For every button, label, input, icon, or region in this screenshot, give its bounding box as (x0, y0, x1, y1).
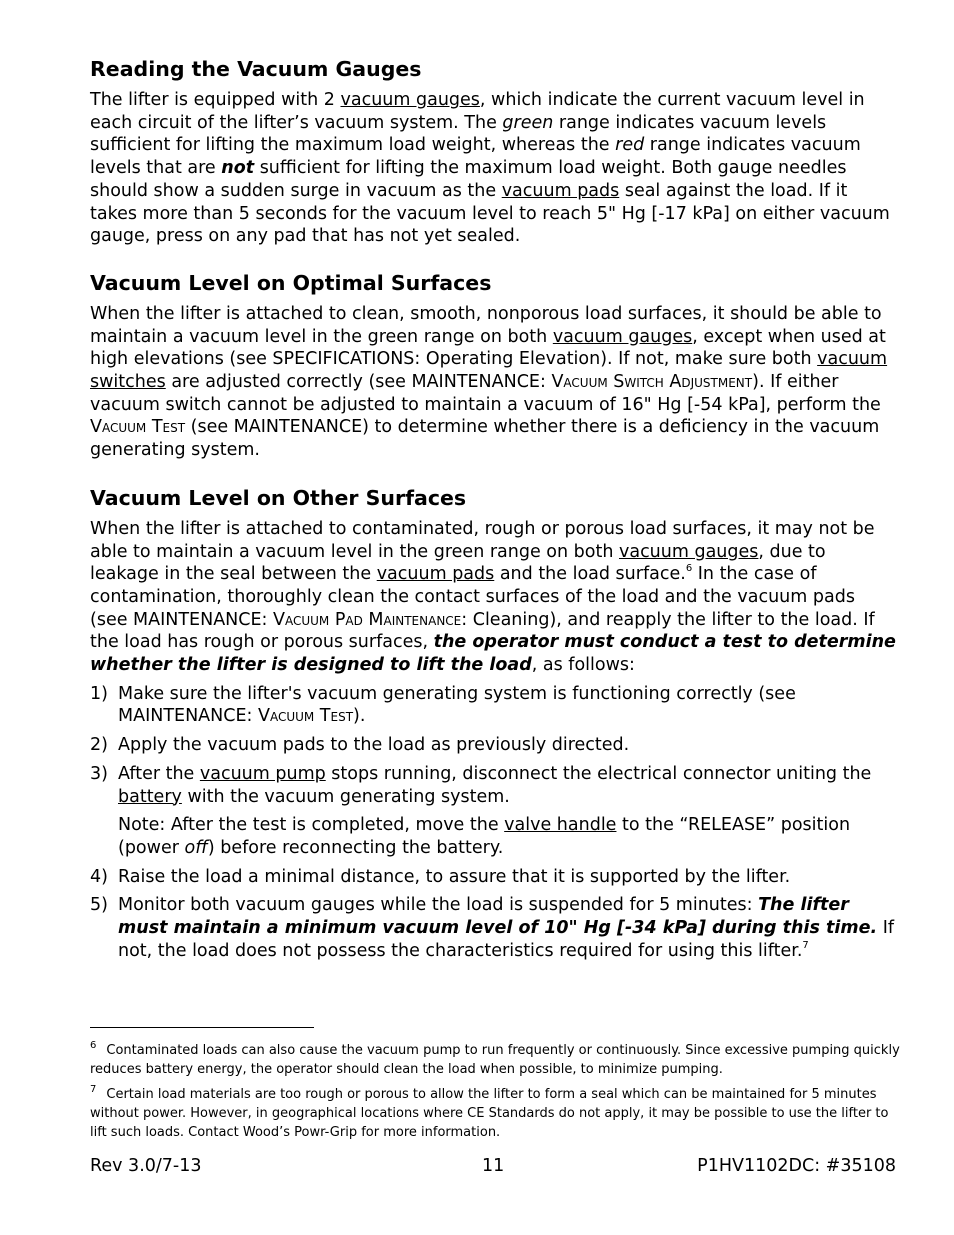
green-term: green (502, 112, 554, 133)
text-run: to the “RELEASE” position (power (118, 815, 851, 858)
revision-label: Rev 3.0/7-13 (90, 1156, 202, 1176)
text-run: ). If either vacuum switch cannot be adjusted to maintain a vacuum of 16" Hg [-54 kPa], perform the (90, 372, 881, 415)
vacuum-gauges-link[interactable]: vacuum gauges (340, 90, 480, 110)
text-run: , due to leakage in the seal between the (90, 541, 826, 585)
text-run: , as follows: (531, 655, 635, 676)
step-number: 2) (90, 735, 108, 756)
section-reading-gauges (90, 56, 896, 248)
text-run: ) before reconnecting the battery. (207, 837, 504, 858)
list-item (90, 683, 896, 728)
text-run: (see MAINTENANCE) to determine whether there is a deficiency in the vacuum generating system. (90, 417, 880, 461)
footnotes (90, 1041, 900, 1148)
red-term: red (615, 135, 645, 156)
cross-reference: Vacuum Test (90, 417, 186, 438)
section-title: Vacuum Level on Optimal Surfaces (90, 270, 492, 295)
page-footer (90, 1156, 896, 1180)
step-note (118, 814, 896, 859)
text-run: In the case of contamination, thoroughly clean the contact surfaces of the load and the vacuum pads (see MAINTENANCE: (90, 564, 855, 630)
valve-handle-link[interactable]: valve handle (504, 815, 617, 836)
footnote-ref-7[interactable]: 7 (802, 939, 809, 951)
not-emphasis: not (221, 158, 255, 179)
section-optimal-surfaces (90, 270, 896, 462)
text-run: : Cleaning), and reapply the lifter to the load. If the load has rough or porous surfaces, (90, 609, 875, 653)
list-item (90, 866, 896, 889)
step-number: 4) (90, 866, 108, 887)
footnote-number: 6 (90, 1040, 97, 1051)
text-run: Note: After the test is completed, move the (118, 815, 505, 836)
section-other-surfaces (90, 485, 896, 963)
text-run: , except when used at high elevations (see SPECIFICATIONS: Operating Elevation). If not, make sure both (90, 326, 886, 370)
test-steps-list (90, 683, 896, 963)
section-body (90, 89, 896, 248)
footnote-7 (90, 1085, 900, 1142)
text-run: Monitor both vacuum gauges while the load is suspended for 5 minutes: (118, 895, 759, 916)
text-run: and the load surface. (494, 564, 686, 585)
list-item (90, 734, 896, 757)
page-number: 11 (482, 1156, 505, 1176)
requirement-emphasis: The lifter must maintain a minimum vacuum level of 10" Hg [-34 kPa] during this time. (118, 895, 878, 939)
step-number: 5) (90, 895, 108, 916)
battery-link[interactable]: battery (118, 786, 182, 807)
text-run: When the lifter is attached to contaminated, rough or porous load surfaces, it may not be able to maintain a vacuum level in the green range on both (90, 518, 875, 562)
section-title: Reading the Vacuum Gauges (90, 57, 422, 81)
footnote-text: Contaminated loads can also cause the vacuum pump to run frequently or continuously. Since excessive pumping quickly reduces battery energy, the operator should clean the load when possible, to minimize pumping. (90, 1043, 900, 1077)
text-run: with the vacuum generating system. (181, 786, 510, 807)
vacuum-pads-link[interactable]: vacuum pads (501, 180, 620, 201)
text-run: range indicates vacuum levels sufficient for lifting the maximum load weight, whereas the (90, 112, 827, 156)
list-item (90, 763, 896, 860)
text-run: seal against the load. If it takes more than 5 seconds for the vacuum level to reach 5" Hg [-17 kPa] on either vacuum gauge, press on any pad that has not yet sealed. (90, 180, 890, 247)
step-number: 1) (90, 683, 108, 704)
page-content (90, 56, 896, 969)
text-run: Make sure the lifter's vacuum generating system is functioning correctly (see MAINTENANCE: (118, 683, 796, 727)
list-item (90, 894, 896, 962)
footnote-6 (90, 1041, 900, 1079)
text-run: range indicates vacuum levels that are (90, 135, 861, 179)
text-run: After the (118, 763, 200, 784)
text-run: The lifter is equipped with 2 (90, 90, 341, 110)
footnote-divider (90, 1027, 314, 1028)
section-title: Vacuum Level on Other Surfaces (90, 485, 467, 510)
text-run: , which indicate the current vacuum level in each circuit of the lifter’s vacuum system. The (90, 90, 865, 133)
vacuum-gauges-link[interactable]: vacuum gauges (552, 326, 693, 347)
section-body (90, 303, 896, 462)
vacuum-pads-link[interactable]: vacuum pads (376, 564, 495, 585)
vacuum-pump-link[interactable]: vacuum pump (199, 763, 326, 784)
operator-test-emphasis: the operator must conduct a test to determine whether the lifter is designed to lift the load (90, 632, 896, 676)
step-text: Apply the vacuum pads to the load as previously directed. (118, 735, 630, 756)
footnote-ref-6[interactable]: 6 (685, 563, 693, 575)
step-text: Raise the load a minimal distance, to assure that it is supported by the lifter. (118, 866, 791, 887)
cross-reference: Vacuum Pad Maintenance (273, 609, 462, 630)
cross-reference: Vacuum Switch Adjustment (551, 372, 753, 393)
text-run: sufficient for lifting the maximum load weight. Both gauge needles should show a sudden surge in vacuum as the (90, 158, 847, 201)
footnote-text: Certain load materials are too rough or porous to allow the lifter to form a seal which can be maintained for 5 minutes without power. However, in geographical locations where CE Standards do not apply, it may be possible to use the lifter to lift such loads. Contact Wood’s Powr-Grip for more information. (90, 1087, 889, 1140)
step-number: 3) (90, 763, 108, 784)
text-run: are adjusted correctly (see MAINTENANCE: (165, 372, 552, 393)
cross-reference: Vacuum Test (257, 706, 354, 727)
text-run: When the lifter is attached to clean, smooth, nonporous load surfaces, it should be able to maintain a vacuum level in the green range on both (90, 303, 882, 347)
text-run: If not, the load does not possess the characteristics required for using this lifter. (118, 918, 895, 961)
text-run: ). (353, 706, 366, 727)
off-term: off (184, 837, 208, 858)
vacuum-gauges-link[interactable]: vacuum gauges (618, 541, 759, 562)
section-body (90, 518, 896, 677)
document-id: P1HV1102DC: #35108 (697, 1156, 896, 1176)
footnote-number: 7 (90, 1084, 97, 1095)
vacuum-switches-link[interactable]: vacuum switches (90, 349, 888, 393)
text-run: stops running, disconnect the electrical connector uniting the (325, 763, 872, 784)
